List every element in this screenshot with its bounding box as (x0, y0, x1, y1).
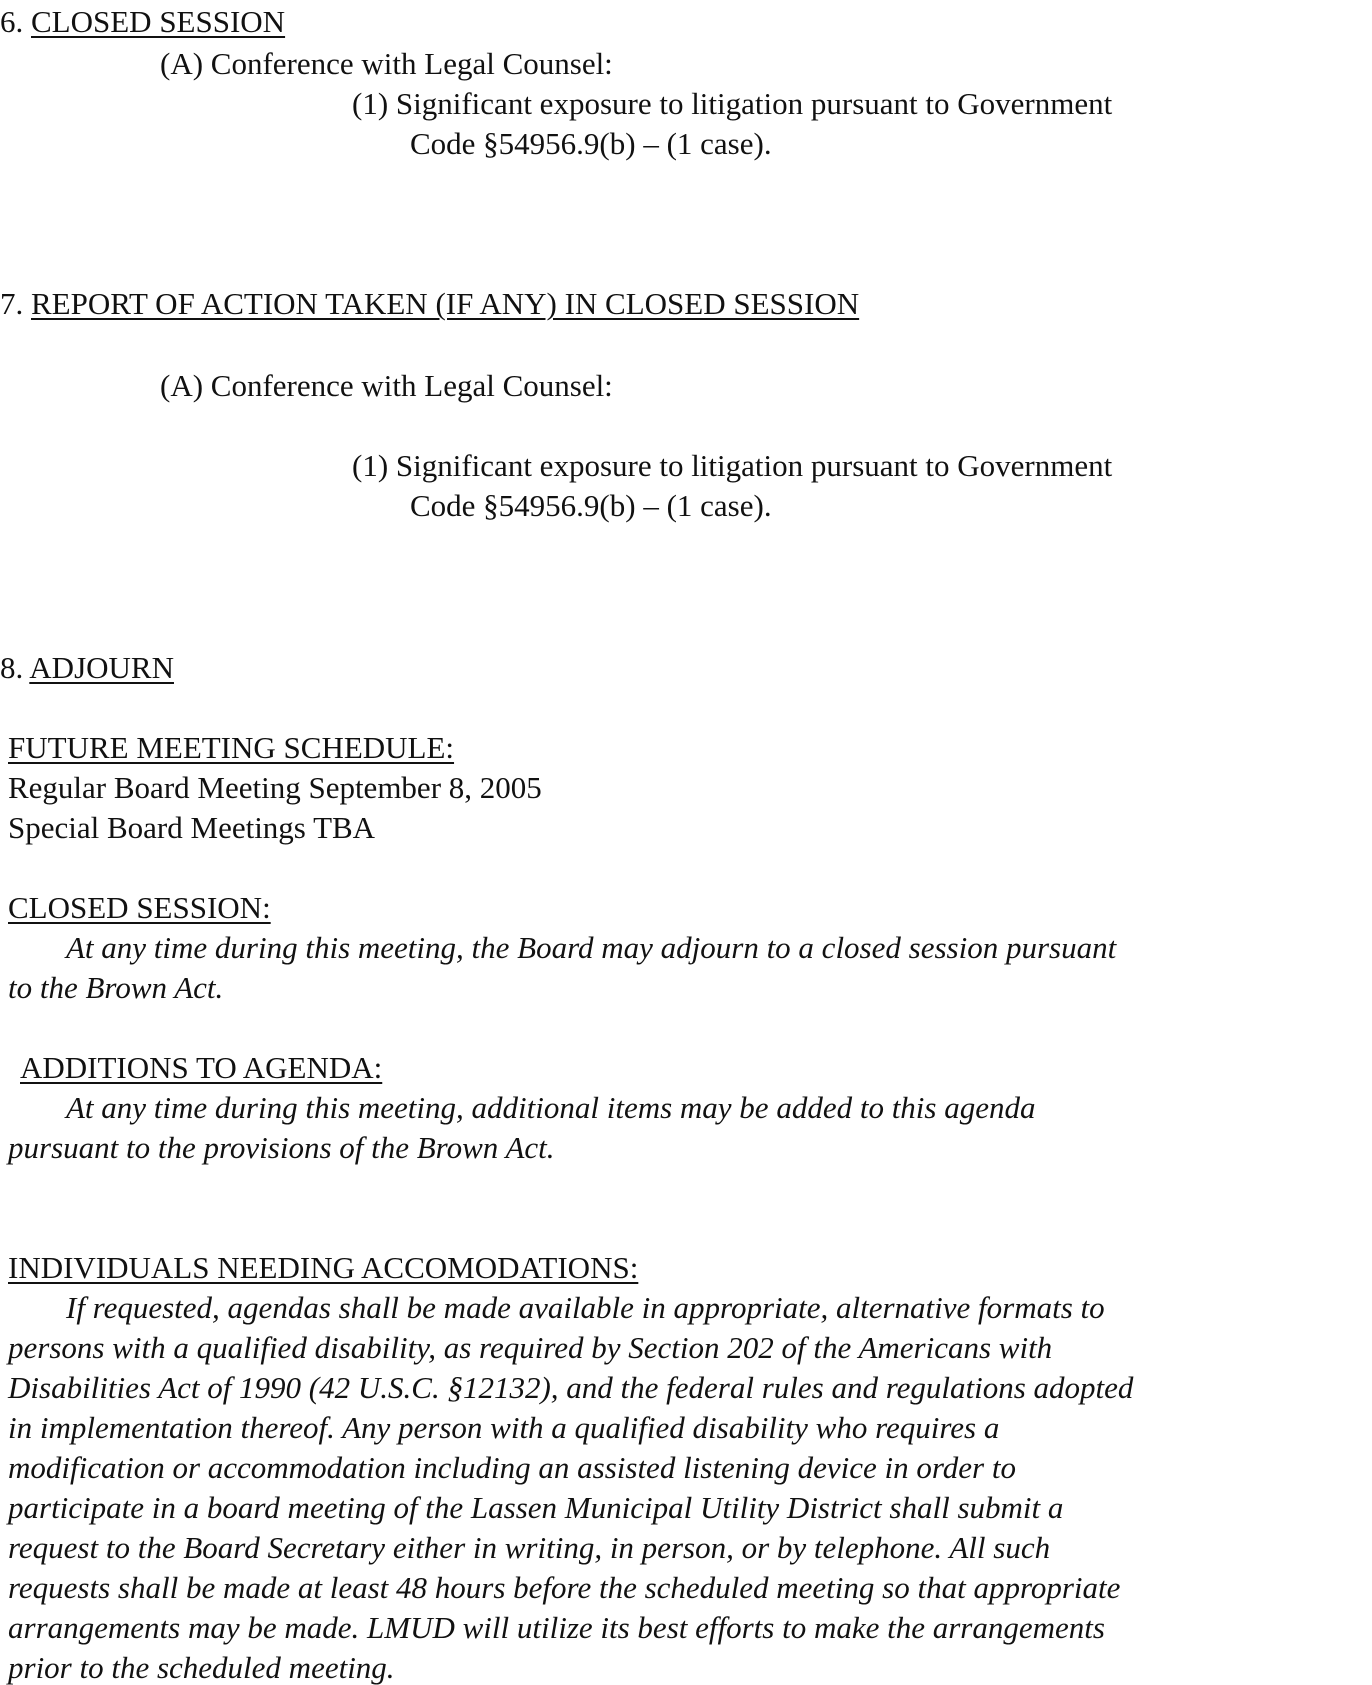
section-6-item-1 (352, 84, 1112, 164)
accommodations-line: request to the Board Secretary either in writing, in person, or by telephone. All such (8, 1530, 1051, 1565)
section-6-item-1-line-2: Code §54956.9(b) – (1 case). (410, 126, 772, 161)
section-6-number: 6. (0, 4, 24, 39)
future-meeting-heading: FUTURE MEETING SCHEDULE: (8, 730, 455, 765)
section-8-heading (0, 648, 174, 688)
closed-session-line-2: to the Brown Act. (8, 970, 224, 1005)
section-6-item-1-line-1: (1) Significant exposure to litigation pursuant to Government (352, 86, 1113, 121)
future-meeting-regular: Regular Board Meeting September 8, 2005 (8, 770, 542, 805)
additions-heading: ADDITIONS TO AGENDA: (20, 1050, 383, 1085)
accommodations-line: participate in a board meeting of the Lassen Municipal Utility District shall submit a (8, 1490, 1064, 1525)
accommodations-line: modification or accommodation including an assisted listening device in order to (8, 1450, 1016, 1485)
additions-line-1: At any time during this meeting, additional items may be added to this agenda (66, 1090, 1036, 1125)
accommodations-line: persons with a qualified disability, as required by Section 202 of the Americans with (8, 1330, 1053, 1365)
section-7-number: 7. (0, 286, 24, 321)
section-8-number: 8. (0, 650, 24, 685)
future-meeting-schedule (8, 728, 1372, 848)
section-6-title: CLOSED SESSION (31, 4, 286, 39)
section-7-item-1-line-2: Code §54956.9(b) – (1 case). (410, 488, 772, 523)
accommodations-line: requests shall be made at least 48 hours before the scheduled meeting so that appropriate (8, 1570, 1121, 1605)
additions-to-agenda (8, 1048, 1372, 1168)
closed-session-note (8, 888, 1372, 1008)
accommodations-section (8, 1248, 1372, 1685)
closed-session-heading: CLOSED SESSION: (8, 890, 271, 925)
accommodations-line: prior to the scheduled meeting. (8, 1650, 395, 1685)
section-8-title: ADJOURN (29, 650, 174, 685)
accommodations-line: If requested, agendas shall be made available in appropriate, alternative formats to (66, 1290, 1105, 1325)
section-7-item-1-line-1: (1) Significant exposure to litigation pursuant to Government (352, 448, 1113, 483)
section-7-title: REPORT OF ACTION TAKEN (IF ANY) IN CLOSED SESSION (31, 286, 860, 321)
additions-line-2: pursuant to the provisions of the Brown Act. (8, 1130, 555, 1165)
section-6-item-a: (A) Conference with Legal Counsel: (160, 46, 613, 81)
section-7-item-a: (A) Conference with Legal Counsel: (160, 368, 613, 403)
accommodations-line: Disabilities Act of 1990 (42 U.S.C. §12132), and the federal rules and regulations adopted (8, 1370, 1134, 1405)
accommodations-heading: INDIVIDUALS NEEDING ACCOMODATIONS: (8, 1250, 639, 1285)
future-meeting-special: Special Board Meetings TBA (8, 810, 376, 845)
accommodations-line: arrangements may be made. LMUD will utilize its best efforts to make the arrangements (8, 1610, 1105, 1645)
closed-session-line-1: At any time during this meeting, the Board may adjourn to a closed session pursuant (66, 930, 1117, 965)
section-7-item-1 (352, 446, 1112, 526)
section-6-heading (0, 2, 285, 42)
accommodations-line: in implementation thereof. Any person with a qualified disability who requires a (8, 1410, 1000, 1445)
section-7-heading (0, 284, 859, 324)
